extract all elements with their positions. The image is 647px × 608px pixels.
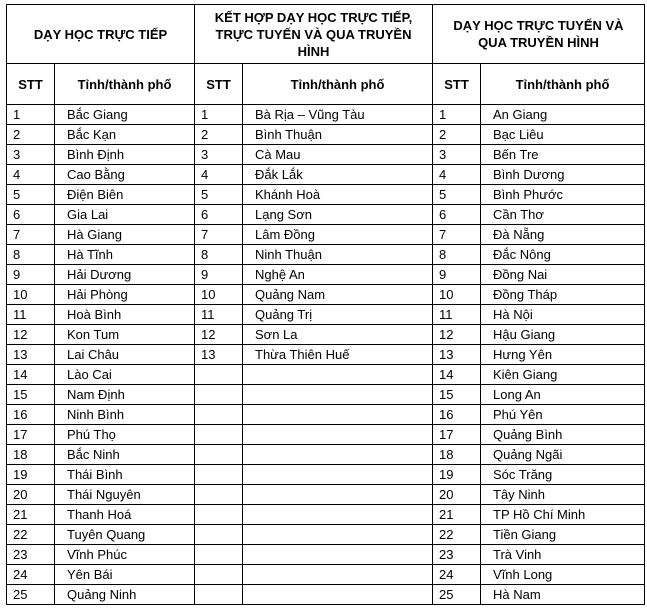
row-stt: 3 xyxy=(7,145,55,165)
row-stt: 3 xyxy=(195,145,243,165)
row-stt: 10 xyxy=(195,285,243,305)
table-row xyxy=(7,445,645,465)
row-province: Nam Định xyxy=(55,385,195,405)
empty-cell xyxy=(195,425,243,445)
empty-cell xyxy=(195,505,243,525)
column-header-stt: STT xyxy=(433,64,481,105)
row-stt: 13 xyxy=(195,345,243,365)
row-stt: 24 xyxy=(7,565,55,585)
empty-cell xyxy=(243,365,433,385)
row-stt: 18 xyxy=(433,445,481,465)
column-header-province: Tỉnh/thành phố xyxy=(55,64,195,105)
table-row xyxy=(7,465,645,485)
empty-cell xyxy=(243,385,433,405)
row-stt: 12 xyxy=(433,325,481,345)
empty-cell xyxy=(243,405,433,425)
row-stt: 6 xyxy=(433,205,481,225)
table-row xyxy=(7,125,645,145)
empty-cell xyxy=(195,465,243,485)
table-row xyxy=(7,345,645,365)
row-stt: 15 xyxy=(433,385,481,405)
row-province: Quảng Ngãi xyxy=(481,445,645,465)
row-stt: 23 xyxy=(433,545,481,565)
row-province: Hậu Giang xyxy=(481,325,645,345)
empty-cell xyxy=(195,565,243,585)
row-province: Đà Nẵng xyxy=(481,225,645,245)
row-stt: 23 xyxy=(7,545,55,565)
row-province: Vĩnh Phúc xyxy=(55,545,195,565)
row-province: Thái Bình xyxy=(55,465,195,485)
row-stt: 13 xyxy=(7,345,55,365)
table-row xyxy=(7,205,645,225)
province-schedule-sheet xyxy=(6,4,645,605)
row-province: Ninh Thuận xyxy=(243,245,433,265)
row-stt: 22 xyxy=(7,525,55,545)
row-province: Yên Bái xyxy=(55,565,195,585)
row-province: Tây Ninh xyxy=(481,485,645,505)
row-province: Bạc Liêu xyxy=(481,125,645,145)
table-row xyxy=(7,245,645,265)
row-stt: 25 xyxy=(7,585,55,605)
empty-cell xyxy=(195,545,243,565)
empty-cell xyxy=(243,525,433,545)
empty-cell xyxy=(195,585,243,605)
row-province: An Giang xyxy=(481,105,645,125)
row-stt: 15 xyxy=(7,385,55,405)
row-stt: 4 xyxy=(7,165,55,185)
row-province: Hải Phòng xyxy=(55,285,195,305)
row-province: Phú Yên xyxy=(481,405,645,425)
table-row xyxy=(7,145,645,165)
row-province: Gia Lai xyxy=(55,205,195,225)
row-province: Sơn La xyxy=(243,325,433,345)
row-stt: 8 xyxy=(433,245,481,265)
row-stt: 1 xyxy=(7,105,55,125)
table-row xyxy=(7,165,645,185)
row-province: Lâm Đồng xyxy=(243,225,433,245)
row-stt: 6 xyxy=(7,205,55,225)
row-stt: 12 xyxy=(7,325,55,345)
row-stt: 11 xyxy=(195,305,243,325)
table-row xyxy=(7,225,645,245)
table-row xyxy=(7,405,645,425)
row-stt: 25 xyxy=(433,585,481,605)
row-province: Ninh Bình xyxy=(55,405,195,425)
row-province: Hà Nam xyxy=(481,585,645,605)
row-province: Sóc Trăng xyxy=(481,465,645,485)
table-row xyxy=(7,305,645,325)
row-province: Thanh Hoá xyxy=(55,505,195,525)
row-stt: 9 xyxy=(195,265,243,285)
row-province: Bà Rịa – Vũng Tàu xyxy=(243,105,433,125)
row-province: Bình Dương xyxy=(481,165,645,185)
row-stt: 20 xyxy=(433,485,481,505)
row-province: Hà Nội xyxy=(481,305,645,325)
table-row xyxy=(7,325,645,345)
row-province: Cà Mau xyxy=(243,145,433,165)
row-province: Đồng Tháp xyxy=(481,285,645,305)
empty-cell xyxy=(195,385,243,405)
column-header-province: Tỉnh/thành phố xyxy=(243,64,433,105)
empty-cell xyxy=(243,545,433,565)
row-stt: 8 xyxy=(7,245,55,265)
row-stt: 18 xyxy=(7,445,55,465)
group-title-combined: KẾT HỢP DẠY HỌC TRỰC TIẾP, TRỰC TUYẾN VÀ QUA TRUYỀN HÌNH xyxy=(195,5,433,64)
column-header-province: Tỉnh/thành phố xyxy=(481,64,645,105)
row-stt: 13 xyxy=(433,345,481,365)
row-province: Vĩnh Long xyxy=(481,565,645,585)
row-province: TP Hồ Chí Minh xyxy=(481,505,645,525)
row-province: Thái Nguyên xyxy=(55,485,195,505)
row-stt: 9 xyxy=(7,265,55,285)
row-province: Kon Tum xyxy=(55,325,195,345)
row-stt: 16 xyxy=(433,405,481,425)
row-stt: 5 xyxy=(433,185,481,205)
row-province: Khánh Hoà xyxy=(243,185,433,205)
row-stt: 11 xyxy=(7,305,55,325)
row-province: Bình Thuận xyxy=(243,125,433,145)
row-province: Quảng Nam xyxy=(243,285,433,305)
row-stt: 24 xyxy=(433,565,481,585)
row-stt: 8 xyxy=(195,245,243,265)
province-table xyxy=(6,4,645,605)
row-stt: 11 xyxy=(433,305,481,325)
row-province: Long An xyxy=(481,385,645,405)
empty-cell xyxy=(243,485,433,505)
table-row xyxy=(7,285,645,305)
row-province: Tiền Giang xyxy=(481,525,645,545)
row-stt: 10 xyxy=(7,285,55,305)
row-province: Hà Giang xyxy=(55,225,195,245)
empty-cell xyxy=(195,485,243,505)
row-stt: 5 xyxy=(195,185,243,205)
row-province: Bến Tre xyxy=(481,145,645,165)
table-row xyxy=(7,185,645,205)
group-title-direct: DẠY HỌC TRỰC TIẾP xyxy=(7,5,195,64)
row-province: Bắc Ninh xyxy=(55,445,195,465)
empty-cell xyxy=(195,405,243,425)
row-province: Tuyên Quang xyxy=(55,525,195,545)
empty-cell xyxy=(243,565,433,585)
row-stt: 5 xyxy=(7,185,55,205)
row-stt: 14 xyxy=(7,365,55,385)
row-stt: 14 xyxy=(433,365,481,385)
empty-cell xyxy=(243,445,433,465)
row-province: Hưng Yên xyxy=(481,345,645,365)
row-stt: 12 xyxy=(195,325,243,345)
row-stt: 2 xyxy=(433,125,481,145)
row-province: Quảng Ninh xyxy=(55,585,195,605)
row-province: Lạng Sơn xyxy=(243,205,433,225)
row-stt: 7 xyxy=(195,225,243,245)
row-province: Bắc Kạn xyxy=(55,125,195,145)
row-province: Đắc Nông xyxy=(481,245,645,265)
row-province: Thừa Thiên Huế xyxy=(243,345,433,365)
table-row xyxy=(7,105,645,125)
table-body xyxy=(7,105,645,605)
row-stt: 6 xyxy=(195,205,243,225)
row-stt: 1 xyxy=(195,105,243,125)
row-province: Hà Tĩnh xyxy=(55,245,195,265)
empty-cell xyxy=(243,465,433,485)
table-row xyxy=(7,265,645,285)
table-row xyxy=(7,585,645,605)
table-row xyxy=(7,385,645,405)
row-province: Đồng Nai xyxy=(481,265,645,285)
table-row xyxy=(7,545,645,565)
row-stt: 21 xyxy=(433,505,481,525)
empty-cell xyxy=(243,505,433,525)
row-province: Bình Định xyxy=(55,145,195,165)
column-header-stt: STT xyxy=(7,64,55,105)
row-stt: 9 xyxy=(433,265,481,285)
row-province: Lào Cai xyxy=(55,365,195,385)
row-province: Nghệ An xyxy=(243,265,433,285)
empty-cell xyxy=(243,585,433,605)
table-row xyxy=(7,565,645,585)
row-province: Quảng Trị xyxy=(243,305,433,325)
row-stt: 2 xyxy=(195,125,243,145)
row-province: Trà Vinh xyxy=(481,545,645,565)
row-stt: 17 xyxy=(7,425,55,445)
row-province: Lai Châu xyxy=(55,345,195,365)
column-header-row xyxy=(7,64,645,105)
row-stt: 1 xyxy=(433,105,481,125)
row-stt: 7 xyxy=(433,225,481,245)
row-province: Cao Bằng xyxy=(55,165,195,185)
table-row xyxy=(7,425,645,445)
table-row xyxy=(7,485,645,505)
row-stt: 21 xyxy=(7,505,55,525)
row-stt: 7 xyxy=(7,225,55,245)
empty-cell xyxy=(243,425,433,445)
row-province: Hoà Bình xyxy=(55,305,195,325)
row-province: Điện Biên xyxy=(55,185,195,205)
row-stt: 2 xyxy=(7,125,55,145)
row-stt: 20 xyxy=(7,485,55,505)
row-province: Đắk Lắk xyxy=(243,165,433,185)
empty-cell xyxy=(195,445,243,465)
table-row xyxy=(7,505,645,525)
group-header-row xyxy=(7,5,645,64)
row-stt: 4 xyxy=(195,165,243,185)
row-province: Bình Phước xyxy=(481,185,645,205)
row-province: Bắc Giang xyxy=(55,105,195,125)
empty-cell xyxy=(195,525,243,545)
row-province: Cần Thơ xyxy=(481,205,645,225)
row-stt: 22 xyxy=(433,525,481,545)
row-province: Kiên Giang xyxy=(481,365,645,385)
row-province: Hải Dương xyxy=(55,265,195,285)
column-header-stt: STT xyxy=(195,64,243,105)
empty-cell xyxy=(195,365,243,385)
row-stt: 3 xyxy=(433,145,481,165)
row-stt: 19 xyxy=(433,465,481,485)
row-stt: 16 xyxy=(7,405,55,425)
row-stt: 10 xyxy=(433,285,481,305)
row-stt: 4 xyxy=(433,165,481,185)
row-stt: 17 xyxy=(433,425,481,445)
row-stt: 19 xyxy=(7,465,55,485)
row-province: Quảng Bình xyxy=(481,425,645,445)
table-row xyxy=(7,525,645,545)
group-title-online: DẠY HỌC TRỰC TUYẾN VÀ QUA TRUYỀN HÌNH xyxy=(433,5,645,64)
row-province: Phú Thọ xyxy=(55,425,195,445)
table-row xyxy=(7,365,645,385)
